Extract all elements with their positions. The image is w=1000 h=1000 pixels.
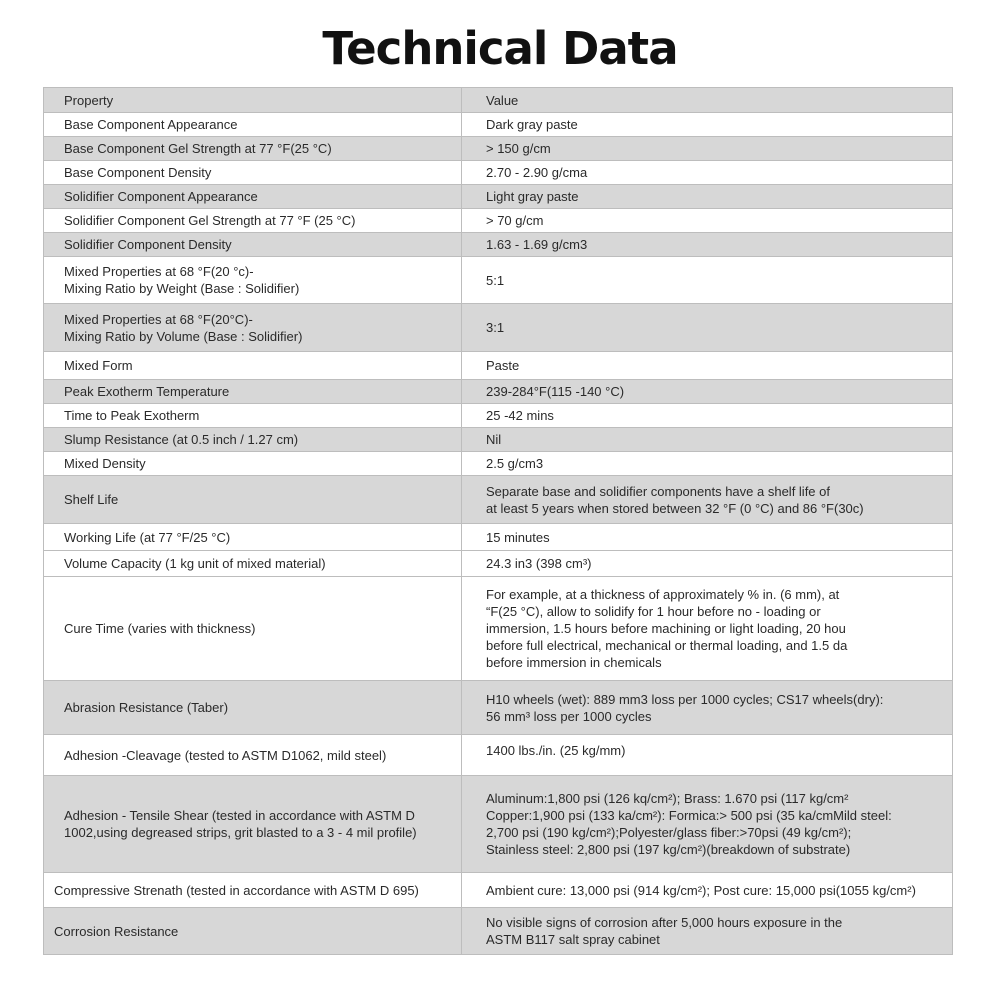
table-row — [44, 137, 953, 161]
header-property: Property — [44, 88, 462, 113]
row-value: Nil — [462, 428, 953, 452]
row-value: Ambient cure: 13,000 psi (914 kg/cm²); Post cure: 15,000 psi(1055 kg/cm²) — [462, 873, 953, 908]
row-property: Volume Capacity (1 kg unit of mixed material) — [44, 551, 462, 577]
row-property: Abrasion Resistance (Taber) — [44, 681, 462, 735]
table-row — [44, 209, 953, 233]
table-row — [44, 735, 953, 776]
row-value: Separate base and solidifier components have a shelf life of at least 5 years when stored between 32 °F (0 °C) and 86 °F(30c) — [462, 476, 953, 524]
row-property: Solidifier Component Density — [44, 233, 462, 257]
technical-data-table — [43, 87, 953, 955]
table-row — [44, 233, 953, 257]
row-value: 2.5 g/cm3 — [462, 452, 953, 476]
row-property: Base Component Density — [44, 161, 462, 185]
table-row — [44, 873, 953, 908]
row-property: Adhesion - Tensile Shear (tested in accordance with ASTM D 1002,using degreased strips, grit blasted to a 3 - 4 mil profile) — [44, 776, 462, 873]
row-value: 25 -42 mins — [462, 404, 953, 428]
row-property: Working Life (at 77 °F/25 °C) — [44, 524, 462, 551]
row-value: Dark gray paste — [462, 113, 953, 137]
row-value: H10 wheels (wet): 889 mm3 loss per 1000 cycles; CS17 wheels(dry): 56 mm³ loss per 1000 cycles — [462, 681, 953, 735]
row-value: Aluminum:1,800 psi (126 kq/cm²); Brass: 1.670 psi (117 kg/cm² Copper:1,900 psi (133 ka/cm²): Formica:> 500 psi (35 ka/cmMild steel: 2,700 psi (190 kg/cm²);Polyester/glass fiber:>70psi (49 kg/cm²); Stainless steel: 2,800 psi (197 kg/cm²)(breakdown of substrate) — [462, 776, 953, 873]
row-property: Solidifier Component Appearance — [44, 185, 462, 209]
row-property: Peak Exotherm Temperature — [44, 380, 462, 404]
row-property: Slump Resistance (at 0.5 inch / 1.27 cm) — [44, 428, 462, 452]
row-property: Mixed Form — [44, 352, 462, 380]
row-value: Light gray paste — [462, 185, 953, 209]
table-row — [44, 776, 953, 873]
row-value: > 70 g/cm — [462, 209, 953, 233]
table-row — [44, 908, 953, 955]
row-value: 15 minutes — [462, 524, 953, 551]
row-property: Base Component Gel Strength at 77 °F(25 °C) — [44, 137, 462, 161]
row-value: 24.3 in3 (398 cm³) — [462, 551, 953, 577]
row-property: Adhesion -Cleavage (tested to ASTM D1062, mild steel) — [44, 735, 462, 776]
table-row — [44, 352, 953, 380]
row-value: For example, at a thickness of approximately % in. (6 mm), at “F(25 °C), allow to solidify for 1 hour before no - loading or immersion, 1.5 hours before machining or light loading, 20 hou before full electrical, mechanical or thermal loading, and 1.5 da before immersion in chemicals — [462, 577, 953, 681]
table-row — [44, 161, 953, 185]
table-row — [44, 428, 953, 452]
table-row — [44, 577, 953, 681]
table-row — [44, 185, 953, 209]
table-row — [44, 681, 953, 735]
header-value: Value — [462, 88, 953, 113]
table-row — [44, 380, 953, 404]
row-value: 239-284°F(115 -140 °C) — [462, 380, 953, 404]
row-value: Paste — [462, 352, 953, 380]
table-row — [44, 524, 953, 551]
row-property: Time to Peak Exotherm — [44, 404, 462, 428]
row-property: Shelf Life — [44, 476, 462, 524]
row-property: Mixed Density — [44, 452, 462, 476]
table-header-row — [44, 88, 953, 113]
table-row — [44, 304, 953, 352]
table-row — [44, 113, 953, 137]
row-property: Corrosion Resistance — [44, 908, 462, 955]
row-value: 5:1 — [462, 257, 953, 304]
table-row — [44, 404, 953, 428]
page-title: Technical Data — [322, 22, 678, 75]
row-property: Base Component Appearance — [44, 113, 462, 137]
row-value: > 150 g/cm — [462, 137, 953, 161]
row-property: Mixed Properties at 68 °F(20 °c)- Mixing Ratio by Weight (Base : Solidifier) — [44, 257, 462, 304]
row-value: 1400 lbs./in. (25 kg/mm) — [462, 735, 953, 776]
row-property: Cure Time (varies with thickness) — [44, 577, 462, 681]
row-property: Solidifier Component Gel Strength at 77 °F (25 °C) — [44, 209, 462, 233]
row-value: 3:1 — [462, 304, 953, 352]
row-value: 2.70 - 2.90 g/cma — [462, 161, 953, 185]
table-row — [44, 476, 953, 524]
row-property: Compressive Strenath (tested in accordance with ASTM D 695) — [44, 873, 462, 908]
row-value: No visible signs of corrosion after 5,000 hours exposure in the ASTM B117 salt spray cabinet — [462, 908, 953, 955]
table-row — [44, 257, 953, 304]
table-row — [44, 452, 953, 476]
table-row — [44, 551, 953, 577]
row-property: Mixed Properties at 68 °F(20°C)- Mixing Ratio by Volume (Base : Solidifier) — [44, 304, 462, 352]
row-value: 1.63 - 1.69 g/cm3 — [462, 233, 953, 257]
